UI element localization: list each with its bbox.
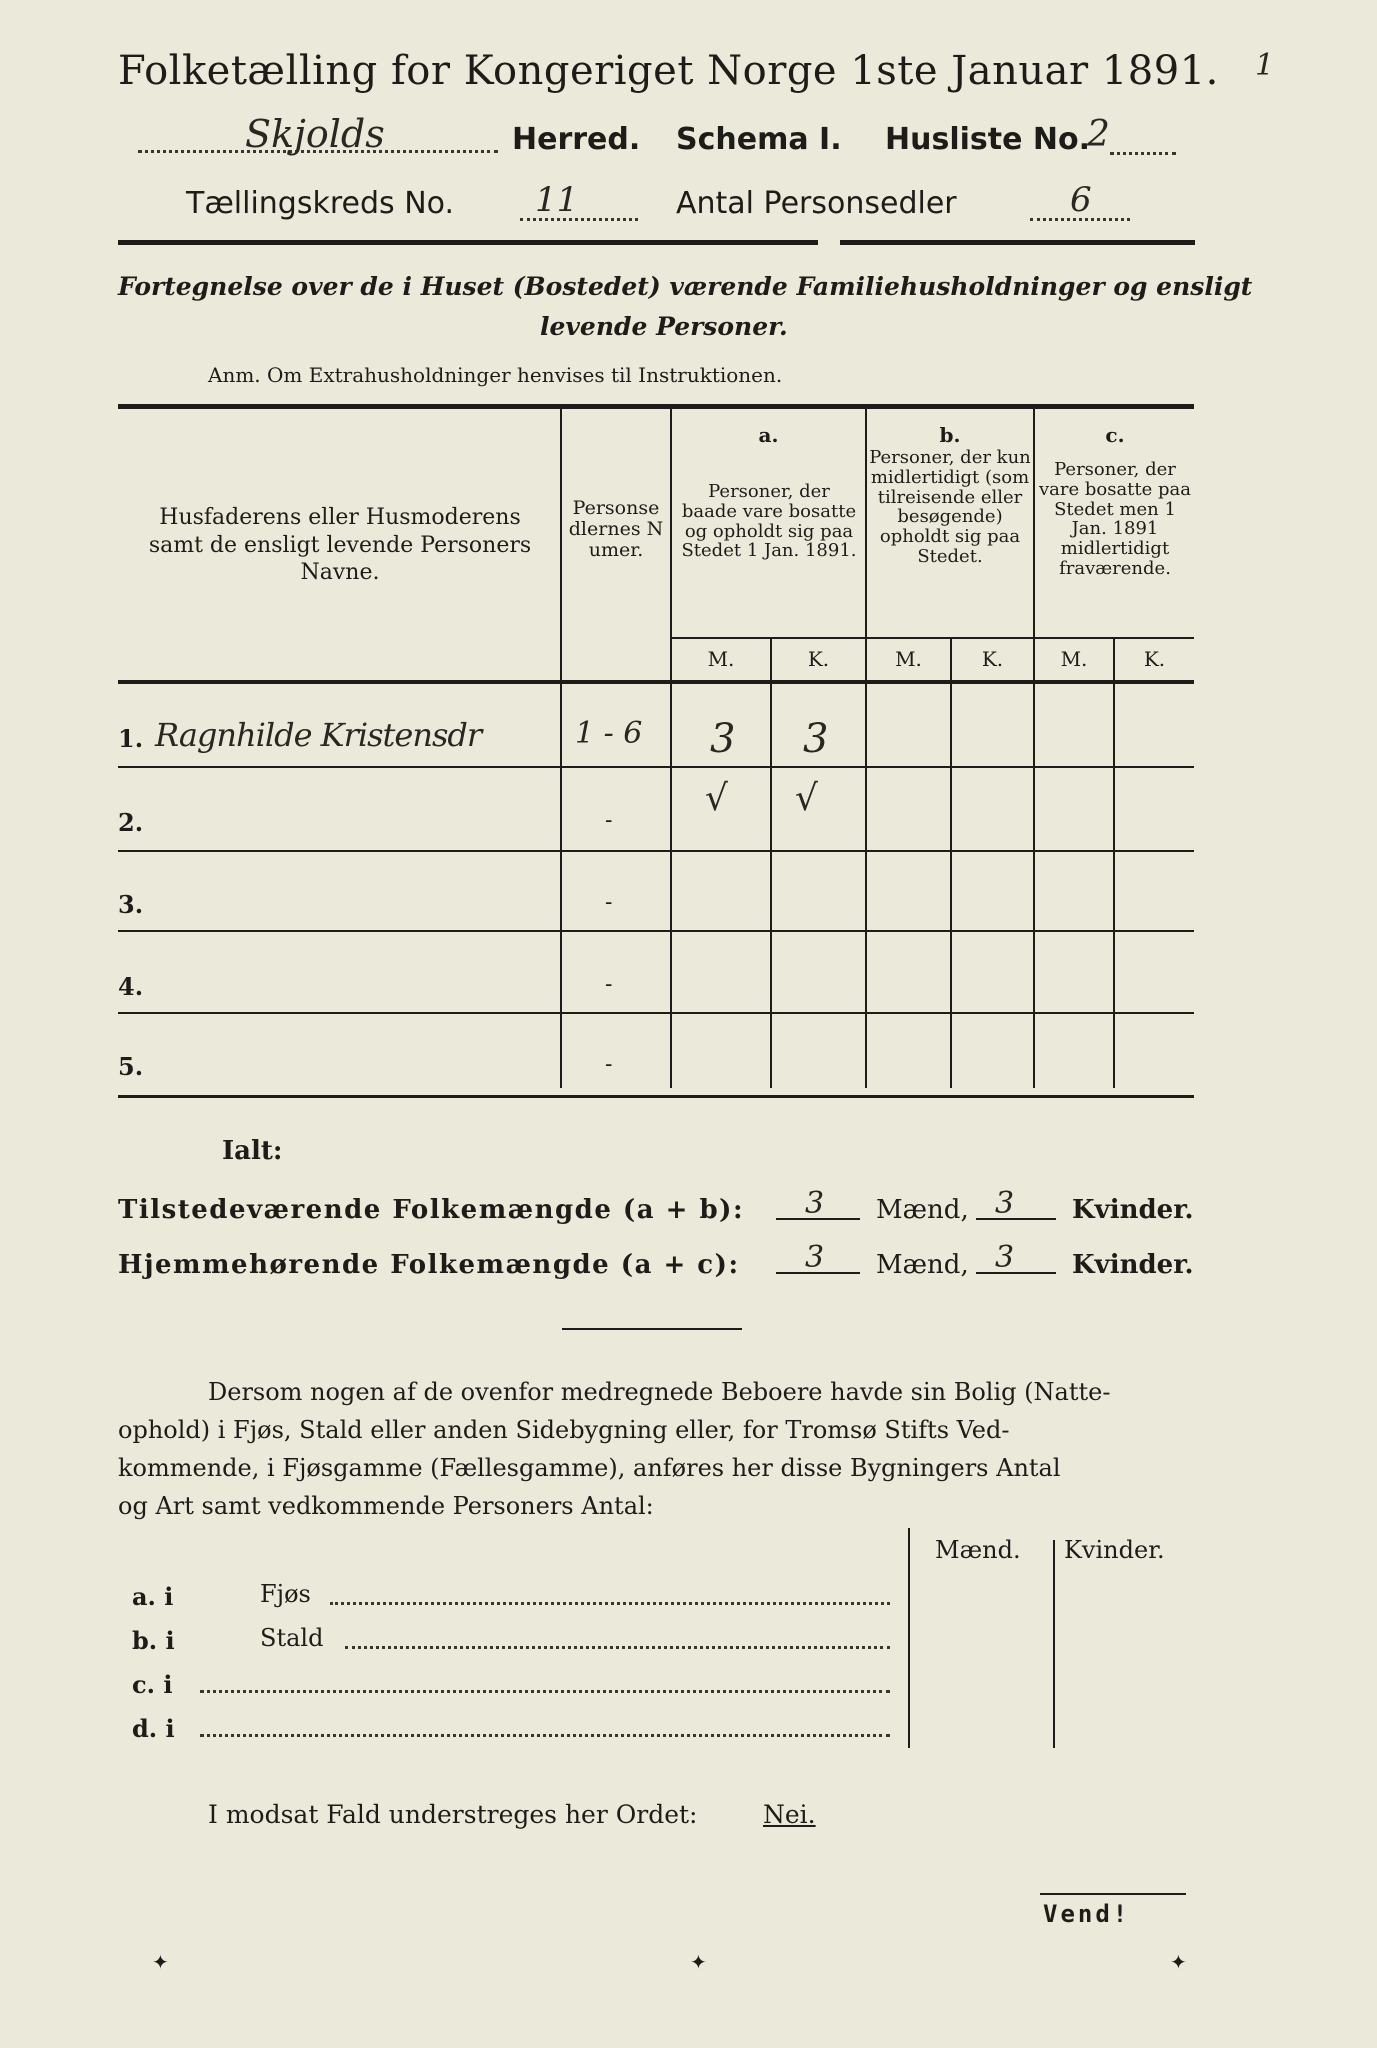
b-m-label: M. bbox=[895, 647, 922, 671]
row-4-nr: - bbox=[605, 972, 613, 997]
hjemme-maend: Mænd, bbox=[876, 1250, 969, 1280]
outbuildings-para-3: kommende, i Fjøsgamme (Fællesgamme), anføres her disse Bygningers Antal bbox=[118, 1454, 1061, 1482]
husliste-dotted-line bbox=[1110, 152, 1176, 155]
husliste-label: Husliste No. bbox=[885, 122, 1090, 157]
col-divider-a-b bbox=[865, 408, 867, 1088]
corner-mark: 1 bbox=[1255, 48, 1275, 83]
kreds-value: 11 bbox=[535, 180, 579, 220]
col-c-header: Personer, der vare bosatte paa Stedet men 1 Jan. 1891 midlertidigt fraværende. bbox=[1038, 459, 1192, 579]
intro-line-1: Fortegnelse over de i Huset (Bostedet) værende Familiehusholdninger og ensligt bbox=[118, 272, 1253, 301]
outbuilding-b-dots bbox=[345, 1646, 890, 1649]
mk-subheader-rule bbox=[672, 637, 1194, 639]
row-line-4 bbox=[118, 1012, 1194, 1014]
outbuilding-d-letter: d. i bbox=[132, 1714, 175, 1743]
col-divider-number bbox=[670, 408, 672, 1088]
row-line-1 bbox=[118, 766, 1194, 768]
row-1-a-k: 3 bbox=[803, 716, 829, 762]
row-line-2 bbox=[118, 850, 1194, 852]
col-a-letter: a. bbox=[758, 423, 779, 447]
row-3-nr: - bbox=[605, 890, 613, 915]
outbuildings-para-2: ophold) i Fjøs, Stald eller anden Sidebygning eller, for Tromsø Stifts Ved- bbox=[118, 1416, 1010, 1444]
hjemme-k-value: 3 bbox=[995, 1240, 1015, 1275]
col-divider-a-mk bbox=[770, 637, 772, 1088]
kreds-dotted-line bbox=[520, 218, 638, 221]
husliste-value: 2 bbox=[1087, 114, 1110, 155]
col-number-header: Personsedlernes Numer. bbox=[568, 497, 664, 561]
row-2-a-k: √ bbox=[795, 778, 818, 819]
outbuilding-a-dots bbox=[330, 1602, 890, 1605]
vend-rule bbox=[1040, 1893, 1186, 1895]
outbuildings-kvinder-header: Kvinder. bbox=[1064, 1536, 1165, 1564]
row-5-nr: - bbox=[605, 1052, 613, 1077]
row-4-num: 4. bbox=[118, 972, 144, 1001]
col-divider-b-mk bbox=[950, 637, 952, 1088]
table-bottom-rule bbox=[118, 1095, 1194, 1098]
outbuildings-para-4: og Art samt vedkommende Personers Antal: bbox=[118, 1492, 654, 1520]
a-m-label: M. bbox=[707, 647, 735, 671]
intro-note: Anm. Om Extrahusholdninger henvises til Instruktionen. bbox=[208, 363, 783, 387]
outbuilding-a-label: Fjøs bbox=[260, 1580, 311, 1608]
personsedler-label: Antal Personsedler bbox=[676, 186, 957, 221]
col-a-header: Personer, der baade vare bosatte og opholdt sig paa Stedet 1 Jan. 1891. bbox=[681, 481, 857, 562]
intro-line-2: levende Personer. bbox=[540, 312, 788, 341]
col-divider-names bbox=[560, 408, 562, 1088]
c-m-label: M. bbox=[1060, 647, 1088, 671]
col-b-header: Personer, der kun midlertidigt (som tilreisende eller besøgende) opholdt sig paa Stedet. bbox=[869, 447, 1031, 567]
col-b-letter: b. bbox=[939, 423, 961, 447]
schema-label: Schema I. bbox=[676, 122, 842, 157]
binding-mark-right: ✦ bbox=[1170, 1950, 1187, 1974]
outbuildings-col-divider-2 bbox=[1053, 1540, 1055, 1748]
outbuilding-a-letter: a. i bbox=[132, 1582, 174, 1611]
col-names-header: Husfaderens eller Husmoderens samt de ensligt levende Personers Navne. bbox=[148, 505, 532, 585]
herred-label: Herred. bbox=[512, 122, 641, 157]
tilstede-k-line bbox=[976, 1218, 1056, 1220]
vend-text: Vend! bbox=[1043, 1900, 1131, 1928]
ialt-label: Ialt: bbox=[222, 1136, 283, 1166]
outbuilding-c-letter: c. i bbox=[132, 1670, 173, 1699]
row-3-num: 3. bbox=[118, 890, 144, 919]
form-title: Folketælling for Kongeriget Norge 1ste Januar 1891. bbox=[118, 48, 1219, 94]
outbuilding-b-label: Stald bbox=[260, 1624, 324, 1652]
hjemme-kvinder: Kvinder. bbox=[1072, 1250, 1194, 1280]
outbuilding-c-dots bbox=[200, 1690, 890, 1693]
outbuildings-col-divider-1 bbox=[908, 1528, 910, 1748]
row-2-num: 2. bbox=[118, 808, 144, 837]
tilstede-m-value: 3 bbox=[805, 1186, 825, 1221]
hjemme-k-line bbox=[976, 1272, 1056, 1274]
herred-value: Skjolds bbox=[245, 112, 385, 156]
col-divider-c-mk bbox=[1113, 637, 1115, 1088]
a-k-label: K. bbox=[807, 647, 830, 671]
row-1-num: 1. bbox=[118, 724, 144, 753]
tilstede-maend: Mænd, bbox=[876, 1195, 969, 1225]
row-1-nr: 1 - 6 bbox=[575, 716, 643, 751]
outbuilding-d-dots bbox=[200, 1734, 890, 1737]
outbuildings-para-1: Dersom nogen af de ovenfor medregnede Beboere havde sin Bolig (Natte- bbox=[208, 1378, 1111, 1406]
section-divider bbox=[562, 1328, 742, 1330]
row-2-nr: - bbox=[605, 808, 613, 833]
b-k-label: K. bbox=[981, 647, 1004, 671]
header-rule-right bbox=[840, 240, 1195, 245]
outbuildings-maend-header: Mænd. bbox=[935, 1536, 1021, 1564]
hjemme-label: Hjemmehørende Folkemængde (a + c): bbox=[118, 1250, 740, 1280]
personsedler-dotted-line bbox=[1030, 218, 1130, 221]
tilstede-kvinder: Kvinder. bbox=[1072, 1195, 1194, 1225]
row-5-num: 5. bbox=[118, 1052, 144, 1081]
row-1-name: Ragnhilde Kristensdr bbox=[155, 716, 482, 754]
modsat-text: I modsat Fald understreges her Ordet: bbox=[208, 1800, 698, 1829]
binding-mark-center: ✦ bbox=[690, 1950, 707, 1974]
col-c-letter: c. bbox=[1105, 423, 1125, 447]
col-divider-b-c bbox=[1033, 408, 1035, 1088]
kreds-label: Tællingskreds No. bbox=[186, 186, 454, 221]
c-k-label: K. bbox=[1143, 647, 1166, 671]
row-line-3 bbox=[118, 930, 1194, 932]
personsedler-value: 6 bbox=[1070, 180, 1092, 220]
row-2-a-m: √ bbox=[705, 778, 728, 819]
header-rule-left bbox=[118, 240, 818, 245]
hjemme-m-value: 3 bbox=[805, 1240, 825, 1275]
tilstede-label: Tilstedeværende Folkemængde (a + b): bbox=[118, 1195, 745, 1225]
row-1-a-m: 3 bbox=[710, 716, 736, 762]
outbuilding-b-letter: b. i bbox=[132, 1626, 175, 1655]
tilstede-k-value: 3 bbox=[995, 1186, 1015, 1221]
binding-mark-left: ✦ bbox=[152, 1950, 169, 1974]
nei-word: Nei. bbox=[763, 1800, 816, 1829]
